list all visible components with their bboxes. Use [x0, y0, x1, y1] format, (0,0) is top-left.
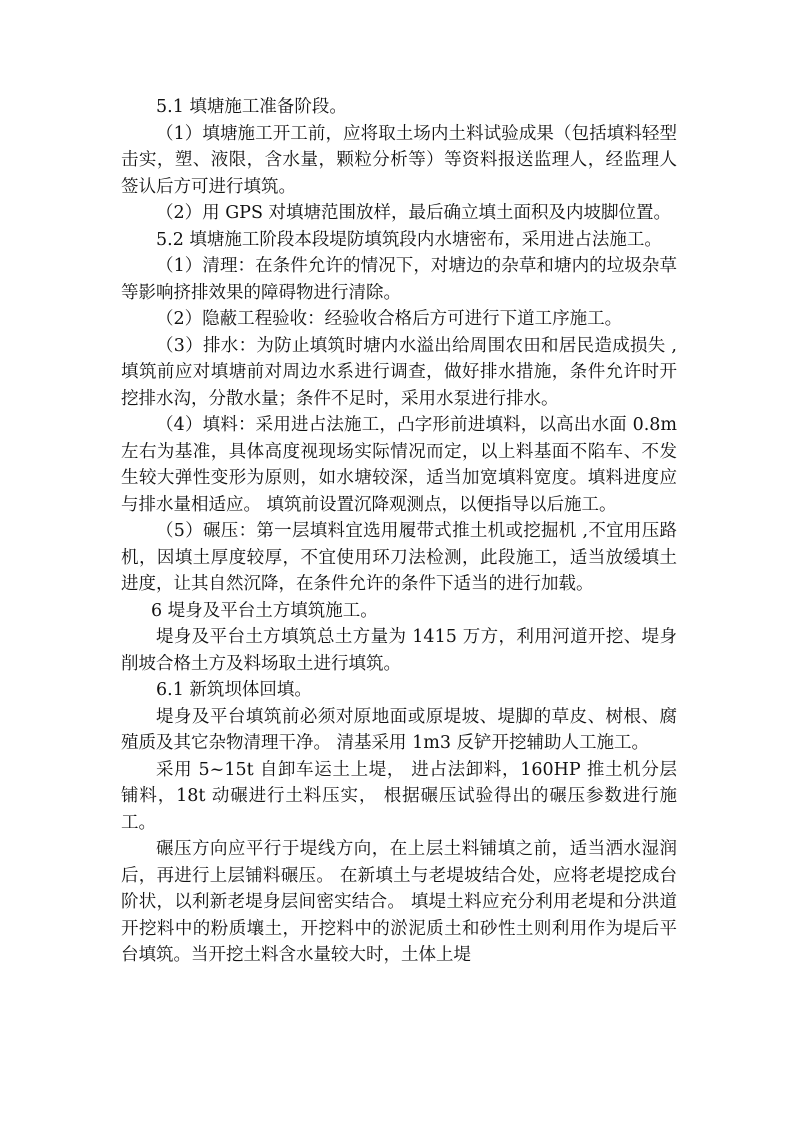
paragraph-5-2-item-4: （4）填料：采用进占法施工，凸字形前进填料，以高出水面 0.8m 左右为基准，具体高度视现场实际情况而定，以上料基面不陷车、不发生较大弹性变形为原则，如水塘较深，适当加宽填料宽度。填料进度应与排水量相适应。 填筑前设置沉降观测点，以便指导以后施工。: [121, 415, 677, 515]
paragraph-6-1-compaction: 碾压方向应平行于堤线方向，在上层土料铺填之前，适当洒水湿润后，再进行上层铺料碾压。 在新填土与老堤坡结合处，应将老堤挖成台阶状，以利新老堤身层间密实结合。 填堤土料应充分利用老堤和分洪道开挖料中的粉质壤土，开挖料中的淤泥质土和砂性土则利用作为堤后平台填筑。当开挖土料含水量较大时，土体上堤: [121, 839, 677, 965]
paragraph-5-2-item-3: （3）排水：为防止填筑时塘内水溢出给周围农田和居民造成损失 ,填筑前应对填塘前对周边水系进行调查，做好排水措施，条件允许时开挖排水沟，分散水量；条件不足时，采用水泵进行排水。: [121, 335, 677, 409]
paragraph-5-1-item-1: （1）填塘施工开工前，应将取土场内土料试验成果（包括填料轻型击实，塑、液限，含水量，颗粒分析等）等资料报送监理人，经监理人签认后方可进行填筑。: [121, 123, 677, 197]
paragraph-6-1-equipment: 采用 5~15t 自卸车运土上堤， 进占法卸料，160HP 推土机分层铺料，18t 动碾进行土料压实， 根据碾压试验得出的碾压参数进行施工。: [121, 759, 677, 833]
paragraph-6-1-clearing: 堤身及平台填筑前必须对原地面或原堤坡、堤脚的草皮、树根、腐殖质及其它杂物清理干净。 清基采用 1m3 反铲开挖辅助人工施工。: [121, 706, 677, 753]
paragraph-5-2-item-5: （5）碾压：第一层填料宜选用履带式推土机或挖掘机 ,不宜用压路机，因填土厚度较厚，不宜使用环刀法检测，此段施工，适当放缓填土进度，让其自然沉降，在条件允许的条件下适当的进行加载。: [121, 521, 677, 594]
document-body: [121, 94, 677, 969]
paragraph-6-intro: 堤身及平台土方填筑总土方量为 1415 万方，利用河道开挖、堤身削坡合格土方及料场取土进行填筑。: [121, 627, 677, 674]
section-heading-6: 6 堤身及平台土方填筑施工。: [151, 600, 378, 621]
section-heading-5-2: 5.2 填塘施工阶段本段堤防填筑段内水塘密布，采用进占法施工。: [156, 229, 662, 250]
paragraph-5-2-item-2: （2）隐蔽工程验收：经验收合格后方可进行下道工序施工。: [156, 309, 623, 329]
section-heading-6-1: 6.1 新筑坝体回填。: [156, 680, 312, 700]
section-heading-5-1: 5.1 填塘施工准备阶段。: [156, 97, 347, 117]
paragraph-5-2-item-1: （1）清理：在条件允许的情况下，对塘边的杂草和塘内的垃圾杂草等影响挤排效果的障碍物进行清除。: [121, 256, 677, 303]
paragraph-5-1-item-2: （2）用 GPS 对填塘范围放样，最后确立填土面积及内坡脚位置。: [156, 203, 672, 223]
